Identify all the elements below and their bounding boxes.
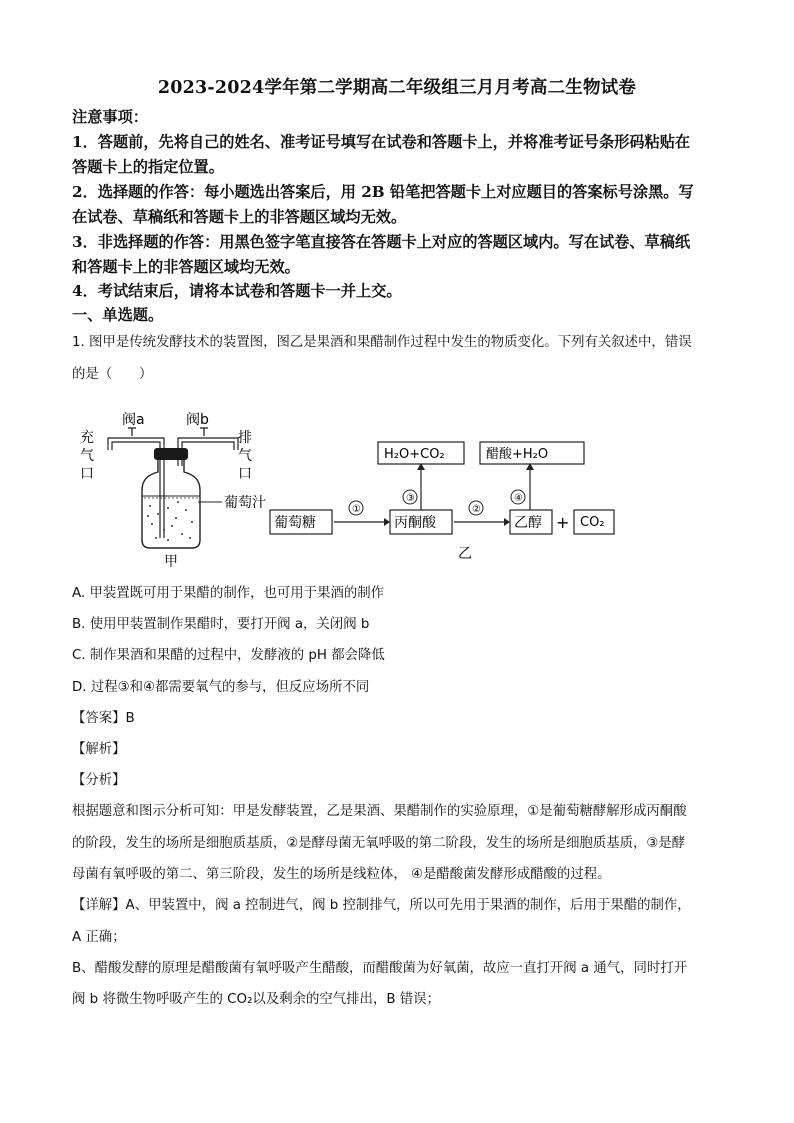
fermentation-figure: [72, 398, 632, 568]
detail-line: 阀 b 将微生物呼吸产生的 CO₂以及剩余的空气排出，B 错误；: [72, 992, 440, 1007]
plus-sign: +: [556, 513, 570, 532]
glucose-label: 葡萄糖: [274, 515, 316, 531]
outlet-char: 排: [238, 430, 252, 446]
notice-line: 答题卡上的指定位置。: [72, 158, 224, 176]
valve-b-label: 阀b: [186, 412, 209, 428]
outlet-tube-inner: [182, 442, 234, 466]
pyruvate-label: 丙酮酸: [394, 515, 436, 531]
co2-label: CO₂: [580, 515, 605, 530]
arrow-step1-head: [384, 518, 390, 526]
inlet-char: 口: [80, 466, 94, 482]
option-c: C. 制作果酒和果醋的过程中，发酵液的 pH 都会降低: [72, 648, 385, 663]
fenxi-line: 根据题意和图示分析可知：甲是发酵装置，乙是果酒、果醋制作的实验原理，①是葡萄糖酵解形成丙酮酸: [72, 804, 687, 819]
detail-line: B、醋酸发酵的原理是醋酸菌有氧呼吸产生醋酸，而醋酸菌为好氧菌，故应一直打开阀 a 通气，同时打开: [72, 961, 688, 976]
section-heading: 一、单选题。: [72, 306, 164, 324]
notice-line: 4．考试结束后，请将本试卷和答题卡一并上交。: [72, 282, 402, 300]
fenxi-label: 【分析】: [72, 773, 126, 788]
answer-label: 【答案】B: [72, 711, 135, 726]
notice-line: 1．答题前，先将自己的姓名、准考证号填写在试卷和答题卡上，并将准考证号条形码粘贴在: [72, 133, 691, 151]
h2o-co2-label: H₂O+CO₂: [384, 447, 445, 462]
step3-label: ③: [406, 493, 415, 504]
step2-label: ②: [472, 504, 481, 515]
fermentation-apparatus: [80, 411, 266, 568]
acetic-label: 醋酸+H₂O: [486, 447, 549, 462]
pathway-diagram: [270, 442, 614, 562]
bottle-stopper: [154, 448, 188, 460]
outlet-char: 气: [238, 448, 252, 464]
liquid-label: 葡萄汁: [224, 495, 266, 511]
figure-caption-yi: 乙: [458, 546, 472, 562]
step4-label: ④: [514, 493, 523, 504]
notice-line: 在试卷、草稿纸和答题卡上的非答题区域均无效。: [72, 208, 407, 226]
outlet-char: 口: [238, 466, 252, 482]
valve-a-label: 阀a: [122, 412, 145, 428]
liquid-dots: [147, 501, 193, 541]
page-title: 2023-2024学年第二学期高二年级组三月月考高二生物试卷: [157, 78, 637, 98]
inlet-char: 气: [80, 448, 94, 464]
detail-line: 【详解】A、甲装置中，阀 a 控制进气，阀 b 控制排气，所以可先用于果酒的制作，后用于果醋的制作，: [72, 898, 691, 913]
notice-line: 2．选择题的作答：每小题选出答案后，用 2B 铅笔把答题卡上对应题目的答案标号涂黑。写: [72, 183, 694, 201]
analysis-label: 【解析】: [72, 742, 126, 757]
notice-line: 和答题卡上的非答题区域均无效。: [72, 258, 300, 276]
inlet-char: 充: [80, 430, 94, 446]
question-stem: 的是（ ）: [72, 367, 153, 382]
step1-label: ①: [352, 504, 361, 515]
option-a: A. 甲装置既可用于果醋的制作，也可用于果酒的制作: [72, 586, 385, 601]
question-stem: 1. 图甲是传统发酵技术的装置图，图乙是果酒和果醋制作过程中发生的物质变化。下列有关叙述中，错误: [72, 335, 692, 350]
fenxi-line: 母菌有氧呼吸的第二、第三阶段，发生的场所是线粒体， ④是醋酸菌发酵形成醋酸的过程。: [72, 867, 611, 882]
notice-heading: 注意事项：: [72, 108, 148, 126]
ethanol-label: 乙醇: [514, 515, 542, 531]
option-d: D. 过程③和④都需要氧气的参与，但反应场所不同: [72, 680, 370, 695]
option-b: B. 使用甲装置制作果醋时，要打开阀 a，关闭阀 b: [72, 617, 370, 632]
arrow-step2-head: [504, 518, 510, 526]
detail-line: A 正确；: [72, 930, 126, 945]
fenxi-line: 的阶段，发生的场所是细胞质基质，②是酵母菌无氧呼吸的第二阶段，发生的场所是细胞质基质，③是酵: [72, 836, 686, 851]
figure-caption-jia: 甲: [164, 554, 178, 568]
notice-line: 3．非选择题的作答：用黑色签字笔直接答在答题卡上对应的答题区域内。写在试卷、草稿纸: [72, 233, 691, 251]
fermentation-bottle: [142, 460, 200, 548]
